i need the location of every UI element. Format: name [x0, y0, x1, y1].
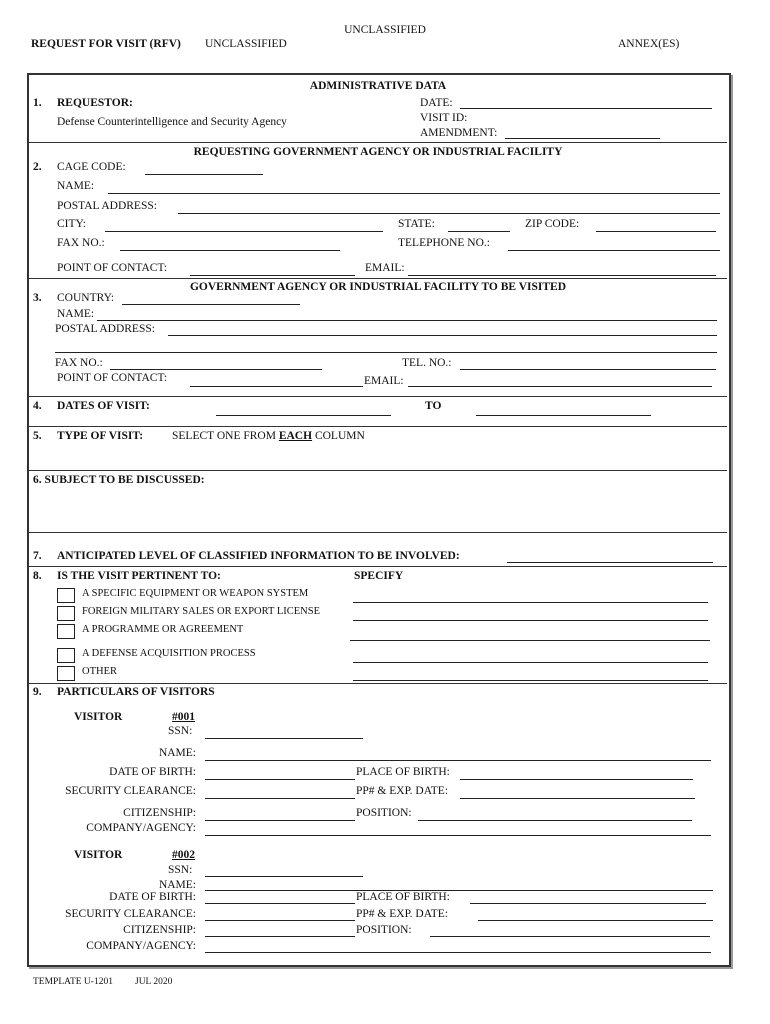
s3-postal-field-line2[interactable]: [55, 352, 717, 353]
option-other-label: OTHER: [82, 666, 117, 677]
s3-country-label: COUNTRY:: [57, 292, 115, 304]
s2-tel-label: TELEPHONE NO.:: [398, 237, 490, 249]
visitor-1-clearance-field[interactable]: [205, 798, 355, 799]
option-acquisition-checkbox[interactable]: [57, 648, 75, 663]
date-field[interactable]: [460, 108, 712, 109]
visitor-2-name-field[interactable]: [205, 890, 713, 891]
s2-zip-field[interactable]: [596, 231, 716, 232]
visitor-1-company-field[interactable]: [205, 835, 711, 836]
visitor-1-position-field[interactable]: [418, 820, 692, 821]
classification-inline: UNCLASSIFIED: [205, 38, 287, 50]
option-programme-checkbox[interactable]: [57, 624, 75, 639]
amendment-field[interactable]: [505, 138, 660, 139]
s2-state-label: STATE:: [398, 218, 435, 230]
visitor-1-dob-field[interactable]: [205, 779, 355, 780]
classification-top: UNCLASSIFIED: [344, 24, 426, 36]
visitor-2-clearance-field[interactable]: [205, 920, 355, 921]
visitor-1-pp-field[interactable]: [460, 798, 695, 799]
visit-id-label: VISIT ID:: [420, 112, 468, 124]
footer-date: JUL 2020: [135, 977, 173, 987]
visitor-1-pp-label: PP# & EXP. DATE:: [356, 785, 449, 797]
s2-email-field[interactable]: [408, 275, 716, 276]
visitor-1-ssn-field[interactable]: [205, 738, 363, 739]
specify-field-1[interactable]: [353, 602, 708, 603]
s3-tel-label: TEL. NO.:: [402, 357, 452, 369]
s3-email-field[interactable]: [408, 386, 712, 387]
dates-of-visit-label: DATES OF VISIT:: [57, 400, 150, 412]
amendment-label: AMENDMENT:: [420, 127, 498, 139]
type-of-visit-label: TYPE OF VISIT:: [57, 430, 144, 442]
visitor-2-pp-field[interactable]: [478, 920, 713, 921]
visitor-1-number: #001: [172, 711, 195, 723]
visit-from-field[interactable]: [216, 415, 391, 416]
divider: [29, 566, 727, 567]
instruction-select: SELECT ONE FROM: [172, 430, 276, 442]
visitor-2-company-field[interactable]: [205, 952, 711, 953]
s8-num: 8.: [33, 570, 42, 582]
visitor-1-name-label: NAME:: [158, 747, 196, 759]
visitor-2-citizenship-field[interactable]: [205, 936, 355, 937]
s2-state-field[interactable]: [448, 231, 510, 232]
s3-name-label: NAME:: [57, 308, 95, 320]
s2-city-label: CITY:: [57, 218, 86, 230]
s2-num: 2.: [33, 161, 42, 173]
s3-poc-field[interactable]: [190, 386, 363, 387]
option-weapon-label: A SPECIFIC EQUIPMENT OR WEAPON SYSTEM: [82, 588, 309, 599]
classified-level-field[interactable]: [507, 562, 713, 563]
s2-poc-label: POINT OF CONTACT:: [57, 262, 168, 274]
s2-name-label: NAME:: [57, 180, 95, 192]
annex-label: ANNEX(ES): [618, 38, 680, 50]
divider: [29, 470, 727, 471]
divider: [29, 396, 727, 397]
visitor-2-label: VISITOR: [74, 849, 123, 861]
instruction-each: EACH: [278, 430, 313, 442]
dates-to-label: TO: [425, 400, 442, 412]
s3-num: 3.: [33, 292, 42, 304]
s2-fax-field[interactable]: [120, 250, 340, 251]
s3-postal-label: POSTAL ADDRESS:: [55, 323, 155, 335]
visitor-2-position-label: POSITION:: [356, 924, 412, 936]
divider: [29, 426, 727, 427]
s3-heading: GOVERNMENT AGENCY OR INDUSTRIAL FACILITY TO BE VISITED: [189, 281, 567, 293]
visitor-2-dob-label: DATE OF BIRTH:: [109, 891, 196, 903]
visitor-2-ssn-label: SSN:: [168, 864, 193, 876]
s2-fax-label: FAX NO.:: [57, 237, 105, 249]
visitor-2-pob-field[interactable]: [470, 903, 706, 904]
s7-num: 7.: [33, 550, 42, 562]
visitor-2-dob-field[interactable]: [205, 903, 355, 904]
option-fms-checkbox[interactable]: [57, 606, 75, 621]
visitor-2-number: #002: [172, 849, 195, 861]
s3-country-field[interactable]: [122, 304, 300, 305]
visitor-1-citizenship-label: CITIZENSHIP:: [123, 807, 196, 819]
admin-heading: ADMINISTRATIVE DATA: [309, 80, 447, 92]
option-other-checkbox[interactable]: [57, 666, 75, 681]
specify-label: SPECIFY: [354, 570, 404, 582]
visitor-2-pob-label: PLACE OF BIRTH:: [356, 891, 450, 903]
s2-postal-label: POSTAL ADDRESS:: [57, 200, 157, 212]
s2-zip-label: ZIP CODE:: [525, 218, 580, 230]
instruction-column: COLUMN: [314, 430, 365, 442]
specify-field-3[interactable]: [350, 640, 710, 641]
pertinent-label: IS THE VISIT PERTINENT TO:: [57, 570, 221, 582]
footer-template: TEMPLATE U-1201: [33, 977, 113, 987]
option-programme-label: A PROGRAMME OR AGREEMENT: [82, 624, 244, 635]
s9-num: 9.: [33, 686, 42, 698]
specify-field-2[interactable]: [353, 620, 708, 621]
visitor-1-pob-field[interactable]: [460, 779, 693, 780]
visitor-1-company-label: COMPANY/AGENCY:: [86, 822, 196, 834]
visitor-1-name-field[interactable]: [205, 760, 711, 761]
visitor-2-clearance-label: SECURITY CLEARANCE:: [65, 908, 196, 920]
cage-code-field[interactable]: [145, 174, 263, 175]
s3-fax-label: FAX NO.:: [55, 357, 103, 369]
option-acquisition-label: A DEFENSE ACQUISITION PROCESS: [82, 648, 256, 659]
visitor-2-ssn-field[interactable]: [205, 876, 363, 877]
specify-field-5[interactable]: [353, 680, 708, 681]
s2-email-label: EMAIL:: [365, 262, 405, 274]
visitor-2-position-field[interactable]: [430, 936, 710, 937]
s3-email-label: EMAIL:: [364, 375, 404, 387]
visitor-2-name-label: NAME:: [158, 879, 196, 891]
s3-fax-field[interactable]: [110, 369, 322, 370]
particulars-label: PARTICULARS OF VISITORS: [57, 686, 215, 698]
visitor-2-pp-label: PP# & EXP. DATE:: [356, 908, 449, 920]
divider: [29, 278, 727, 279]
type-of-visit-instruction: [172, 430, 365, 442]
visitor-2-company-label: COMPANY/AGENCY:: [86, 940, 196, 952]
visitor-1-dob-label: DATE OF BIRTH:: [109, 766, 196, 778]
visitor-1-position-label: POSITION:: [356, 807, 412, 819]
s1-num: 1.: [33, 97, 42, 109]
cage-code-label: CAGE CODE:: [57, 161, 126, 173]
visitor-1-citizenship-field[interactable]: [205, 820, 355, 821]
visitor-1-pob-label: PLACE OF BIRTH:: [356, 766, 450, 778]
s2-tel-field[interactable]: [508, 250, 720, 251]
visitor-1-ssn-label: SSN:: [168, 725, 193, 737]
s2-poc-field[interactable]: [190, 275, 355, 276]
s3-tel-field[interactable]: [460, 369, 716, 370]
subject-label: 6. SUBJECT TO BE DISCUSSED:: [33, 474, 205, 486]
s5-num: 5.: [33, 430, 42, 442]
visitor-1-label: VISITOR: [74, 711, 123, 723]
s2-heading: REQUESTING GOVERNMENT AGENCY OR INDUSTRIAL FACILITY: [193, 146, 563, 158]
date-label: DATE:: [420, 97, 453, 109]
specify-field-4[interactable]: [353, 662, 708, 663]
s2-city-field[interactable]: [105, 231, 383, 232]
option-fms-label: FOREIGN MILITARY SALES OR EXPORT LICENSE: [82, 606, 320, 617]
form-title: REQUEST FOR VISIT (RFV): [31, 38, 181, 50]
s2-name-field[interactable]: [108, 193, 720, 194]
visitor-1-clearance-label: SECURITY CLEARANCE:: [65, 785, 196, 797]
divider: [29, 142, 727, 143]
classified-level-label: ANTICIPATED LEVEL OF CLASSIFIED INFORMATION TO BE INVOLVED:: [57, 550, 460, 562]
visit-to-field[interactable]: [476, 415, 651, 416]
requestor-label: REQUESTOR:: [57, 97, 133, 109]
divider: [29, 532, 727, 533]
divider: [29, 683, 727, 684]
s3-poc-label: POINT OF CONTACT:: [57, 372, 168, 384]
requestor-value: Defense Counterintelligence and Security Agency: [57, 116, 287, 128]
visitor-2-citizenship-label: CITIZENSHIP:: [123, 924, 196, 936]
option-weapon-checkbox[interactable]: [57, 588, 75, 603]
s2-postal-field[interactable]: [178, 213, 720, 214]
s3-postal-field[interactable]: [168, 335, 717, 336]
s3-name-field[interactable]: [97, 320, 717, 321]
s4-num: 4.: [33, 400, 42, 412]
